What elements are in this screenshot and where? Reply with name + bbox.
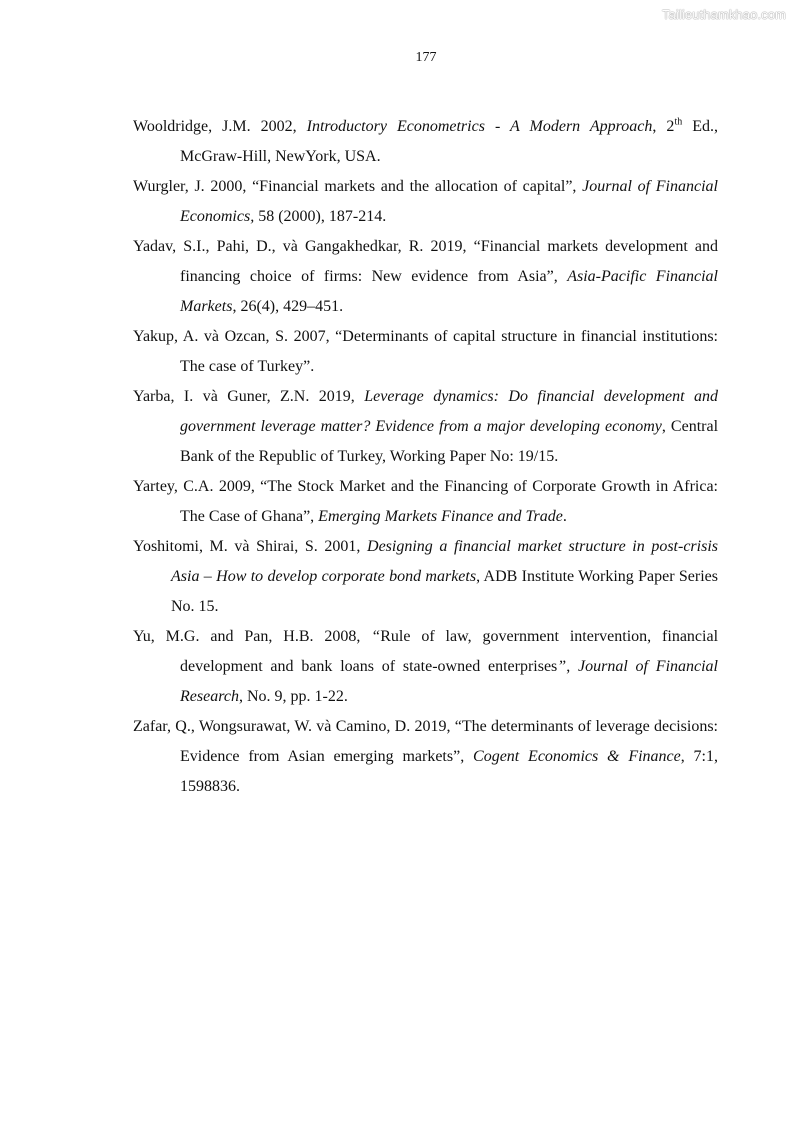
reference-item-yakup: Yakup, A. và Ozcan, S. 2007, “Determinants of capital structure in financial institutions: The case of Turkey”. (133, 328, 718, 375)
reference-item-yu: Yu, M.G. and Pan, H.B. 2008, “Rule of law, government intervention, financial development and bank loans of state-owned enterprises”, Journal of Financial Research, No. 9, pp. 1-22. (133, 628, 719, 705)
reference-item-yarba: Yarba, I. và Guner, Z.N. 2019, Leverage dynamics: Do financial development and government leverage matter? Evidence from a major developing economy, Central Bank of the Republic of Turkey, Working Paper No: 19/15. (133, 388, 719, 465)
reference-item-yoshitomi: Yoshitomi, M. và Shirai, S. 2001, Designing a financial market structure in post-crisis Asia – How to develop corporate bond markets, ADB Institute Working Paper Series No. 15. (133, 538, 719, 615)
reference-item-wurgler: Wurgler, J. 2000, “Financial markets and the allocation of capital”, Journal of Financial Economics, 58 (2000), 187-214. (133, 178, 718, 225)
reference-item-wooldridge: Wooldridge, J.M. 2002, Introductory Econometrics - A Modern Approach, 2th Ed., McGraw-Hill, NewYork, USA. (133, 116, 719, 165)
watermark-text: Tailieuthamkhao.com (661, 7, 786, 22)
page-number: 177 (415, 50, 437, 65)
reference-item-yartey: Yartey, C.A. 2009, “The Stock Market and the Financing of Corporate Growth in Africa: The Case of Ghana”, Emerging Markets Finance and Trade. (133, 478, 718, 525)
reference-item-zafar: Zafar, Q., Wongsurawat, W. và Camino, D. 2019, “The determinants of leverage decisions: Evidence from Asian emerging markets”, Cogent Economics & Finance, 7:1, 1598836. (133, 718, 719, 795)
reference-list (133, 112, 718, 802)
reference-item-yadav: Yadav, S.I., Pahi, D., và Gangakhedkar, R. 2019, “Financial markets development and financing choice of firms: New evidence from Asia”, Asia-Pacific Financial Markets, 26(4), 429–451. (133, 238, 719, 315)
